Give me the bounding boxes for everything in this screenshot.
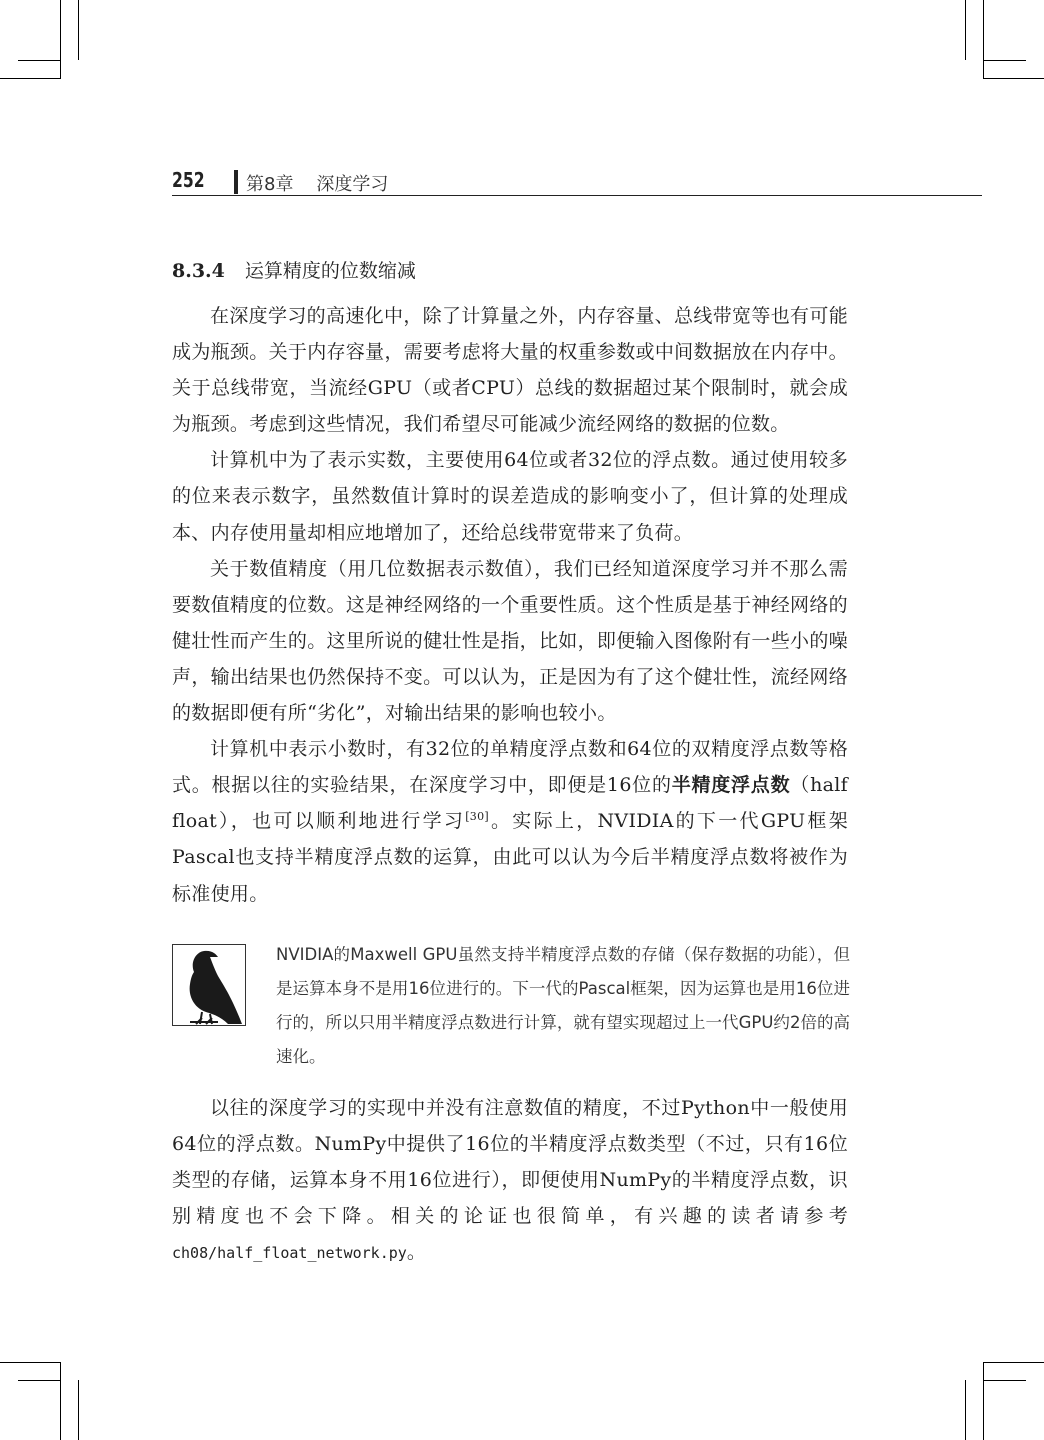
page-number: 252 xyxy=(172,168,205,192)
paragraph: 关于数值精度（用几位数据表示数值），我们已经知道深度学习并不那么需要数值精度的位数。这是神经网络的一个重要性质。这个性质是基于神经网络的健壮性而产生的。这里所说的健壮性是指，比如，即便输入图像附有一些小的噪声，输出结果也仍然保持不变。可以认为，正是因为有了这个健壮性，流经网络的数据即便有所“劣化”，对输出结果的影响也较小。 xyxy=(172,557,848,725)
chapter-title: 第8章 深度学习 xyxy=(246,174,389,195)
paragraph-text: 。 xyxy=(406,1241,427,1264)
paragraph-text: （half float），也可以顺利地进行学习 xyxy=(172,774,848,833)
crop-mark xyxy=(0,78,61,79)
paragraph: 在深度学习的高速化中，除了计算量之外，内存容量、总线带宽等也有可能成为瓶颈。关于内存容量，需要考虑将大量的权重参数或中间数据放在内存中。关于总线带宽，当流经GPU（或者CPU）总线的数据超过某个限制时，就会成为瓶颈。考虑到这些情况，我们希望尽可能减少流经网络的数据的位数。 xyxy=(172,305,848,436)
body-text xyxy=(172,1090,848,1271)
paragraph xyxy=(172,731,848,911)
paragraph: 计算机中为了表示实数，主要使用64位或者32位的浮点数。通过使用较多的位来表示数字，虽然数值计算时的误差造成的影响变小了，但计算的处理成本、内存使用量却相应地增加了，还给总线带宽带来了负荷。 xyxy=(172,449,848,544)
running-header xyxy=(172,166,982,196)
paragraph-text: 以往的深度学习的实现中并没有注意数值的精度，不过Python中一般使用64位的浮点数。NumPy中提供了16位的半精度浮点数类型（不过，只有16位类型的存储，运算本身不用16位进行），即便使用NumPy的半精度浮点数，识别精度也不会下降。相关的论证也很简单，有兴趣的读者请参考 xyxy=(172,1097,848,1228)
crop-mark xyxy=(965,0,966,60)
crop-mark xyxy=(78,0,79,60)
code-path: ch08/half_float_network.py xyxy=(172,1244,407,1263)
section-number: 8.3.4 xyxy=(172,260,225,282)
bold-term: 半精度浮点数 xyxy=(671,774,791,797)
crop-mark xyxy=(965,1380,966,1440)
header-separator xyxy=(234,170,238,194)
note-box xyxy=(172,938,852,1068)
header-rule xyxy=(172,195,982,196)
citation-ref: [30] xyxy=(465,810,489,824)
body-text xyxy=(172,298,848,912)
crop-mark xyxy=(0,1362,61,1363)
paragraph xyxy=(172,1090,848,1271)
crop-mark xyxy=(983,60,1026,61)
crop-mark xyxy=(983,0,984,78)
crop-mark xyxy=(60,0,61,78)
crop-mark xyxy=(983,78,1044,79)
crop-mark xyxy=(60,1362,61,1440)
crop-mark xyxy=(983,1362,984,1440)
crop-mark xyxy=(983,1362,1044,1363)
section-title: 运算精度的位数缩减 xyxy=(244,260,416,282)
crop-mark xyxy=(78,1380,79,1440)
crop-mark xyxy=(18,60,61,61)
crop-mark xyxy=(18,1380,61,1381)
section-heading xyxy=(172,256,416,283)
crow-icon xyxy=(172,944,246,1026)
paragraph-text: 计算机中表示小数时，有32位的单精度浮点数和64位的双精度浮点数等格式。根据以往的实验结果，在深度学习中，即便是16位的 xyxy=(172,738,848,797)
crop-mark xyxy=(983,1380,1026,1381)
note-text: NVIDIA的Maxwell GPU虽然支持半精度浮点数的存储（保存数据的功能），但是运算本身不是用16位进行的。下一代的Pascal框架，因为运算也是用16位进行的，所以只用半精度浮点数进行计算，就有望实现超过上一代GPU约2倍的高速化。 xyxy=(276,945,850,1066)
paragraph-text: 。实际上，NVIDIA的下一代GPU框架Pascal也支持半精度浮点数的运算，由此可以认为今后半精度浮点数将被作为标准使用。 xyxy=(172,810,848,905)
